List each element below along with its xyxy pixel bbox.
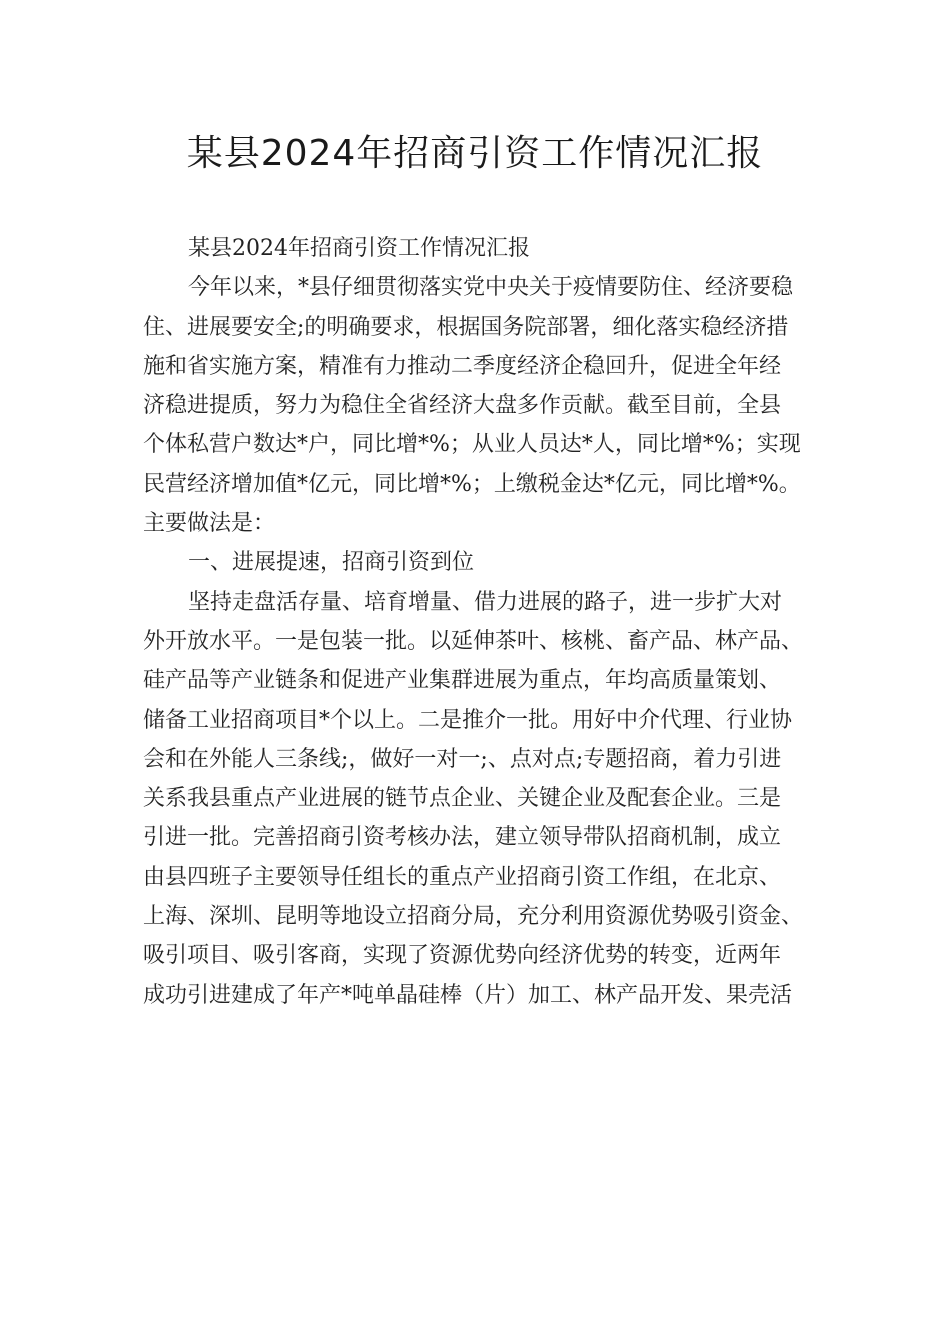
body-line: 由县四班子主要领导任组长的重点产业招商引资工作组，在北京、 — [143, 864, 782, 890]
body-line: 成功引进建成了年产*吨单晶硅棒（片）加工、林产品开发、果壳活 — [143, 982, 793, 1008]
body-line: 今年以来，*县仔细贯彻落实党中央关于疫情要防住、经济要稳 — [188, 275, 794, 301]
body-line: 施和省实施方案，精准有力推动二季度经济企稳回升，促进全年经 — [143, 353, 782, 379]
body-line: 吸引项目、吸引客商，实现了资源优势向经济优势的转变，近两年 — [143, 943, 782, 969]
body-line: 上海、深圳、昆明等地设立招商分局，充分利用资源优势吸引资金、 — [143, 904, 804, 930]
document-body — [143, 229, 833, 1015]
body-line: 储备工业招商项目*个以上。二是推介一批。用好中介代理、行业协 — [143, 707, 793, 733]
body-line: 个体私营户数达*户，同比增*%；从业人员达*人，同比增*%；实现 — [143, 432, 801, 458]
body-line: 引进一批。完善招商引资考核办法，建立领导带队招商机制，成立 — [143, 825, 782, 851]
body-line: 会和在外能人三条线;，做好一对一;、点对点;专题招商，着力引进 — [143, 746, 782, 772]
body-line: 硅产品等产业链条和促进产业集群进展为重点，年均高质量策划、 — [143, 668, 782, 694]
body-line: 济稳进提质，努力为稳住全省经济大盘多作贡献。截至目前，全县 — [143, 393, 782, 419]
body-line: 坚持走盘活存量、培育增量、借力进展的路子，进一步扩大对 — [188, 589, 783, 615]
document-title: 某县2024年招商引资工作情况汇报 — [186, 133, 764, 174]
body-line: 主要做法是： — [143, 511, 276, 537]
body-line: 某县2024年招商引资工作情况汇报 — [188, 236, 530, 261]
body-line: 住、进展要安全;的明确要求，根据国务院部署，细化落实稳经济措 — [143, 314, 789, 340]
body-line: 外开放水平。一是包装一批。以延伸茶叶、核桃、畜产品、林产品、 — [143, 628, 804, 654]
body-line: 一、进展提速，招商引资到位 — [188, 550, 475, 576]
body-line: 民营经济增加值*亿元，同比增*%；上缴税金达*亿元，同比增*%。 — [143, 471, 801, 497]
body-line: 关系我县重点产业进展的链节点企业、关键企业及配套企业。三是 — [143, 786, 782, 812]
